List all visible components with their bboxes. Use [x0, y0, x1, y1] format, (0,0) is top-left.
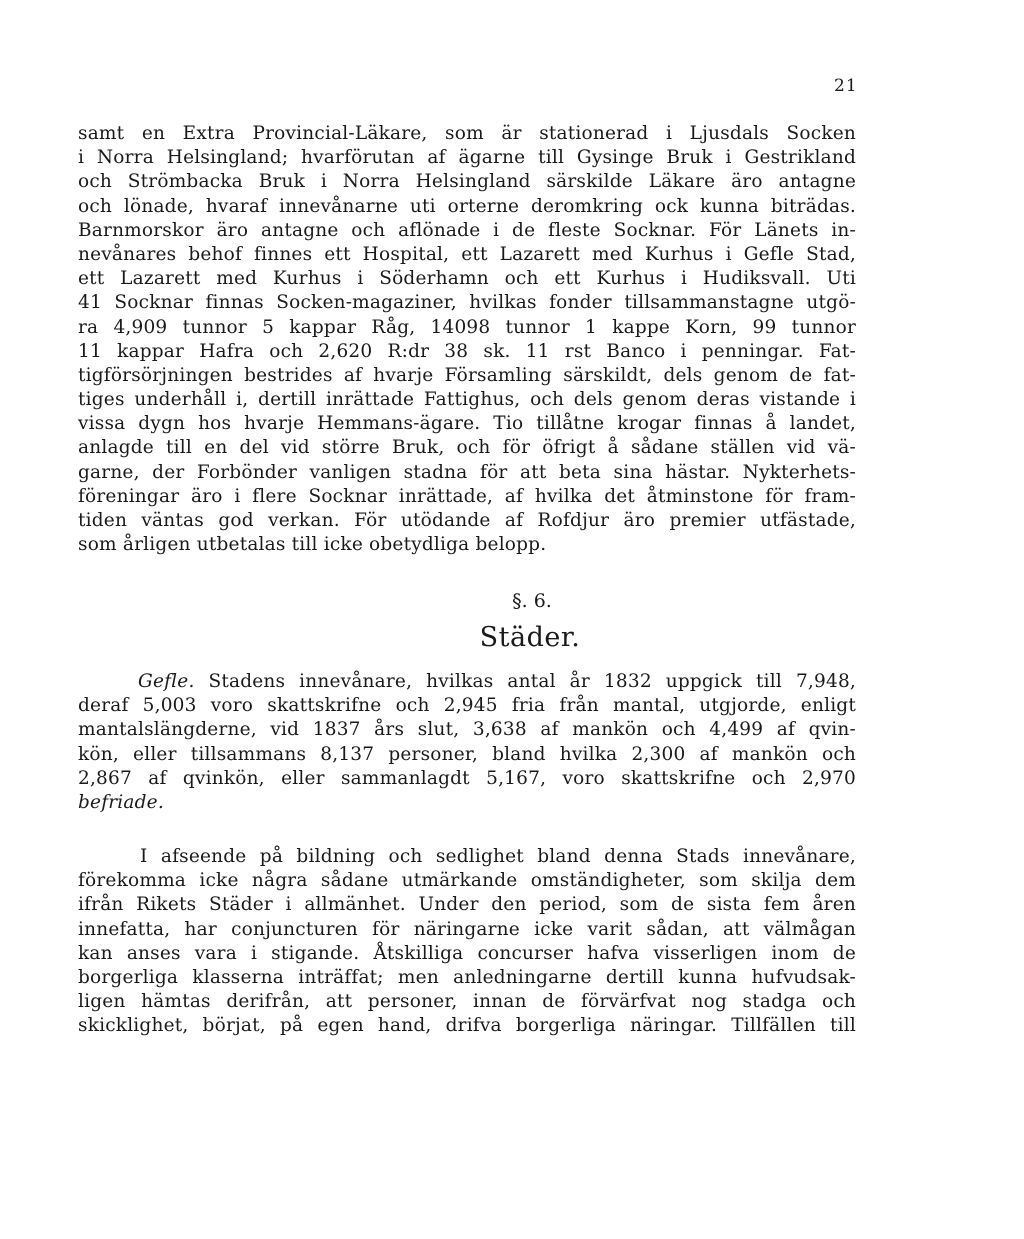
text-line: tiges underhåll i, dertill inrättade Fattighus, och dels genom deras vistande i — [78, 389, 856, 411]
text-line: nevånares behof finnes ett Hospital, ett Lazarett med Kurhus i Gefle Stad, — [78, 243, 856, 265]
text-line — [78, 670, 856, 694]
text-line: kön, eller tillsammans 8,137 personer, bland hvilka 2,300 af mankön och — [78, 743, 856, 765]
text-line: ett Lazarett med Kurhus i Söderhamn och ett Kurhus i Hudiksvall. Uti — [78, 268, 856, 290]
text-line: anlagde till en del vid större Bruk, och för öfrigt å sådane ställen vid vä- — [78, 437, 856, 459]
place-name: Gefle. — [138, 671, 195, 692]
text-line: I afseende på bildning och sedlighet bland denna Stads innevånare, — [140, 846, 856, 867]
text-line: garne, der Forbönder vanligen stadna för att beta sina hästar. Nykterhets- — [78, 461, 856, 483]
page-number: 21 — [834, 76, 858, 96]
text-line: ligen hämtas derifrån, att personer, innan de förvärfvat nog stadga och — [78, 991, 856, 1013]
text-line: förekomma icke några sådane utmärkande omständigheter, som skilja dem — [78, 870, 856, 892]
text-line: ifrån Rikets Städer i allmänhet. Under den period, som de sista fem åren — [78, 894, 856, 916]
text-fragment: Stadens innevånare, hvilkas antal år 1832 uppgick till 7,948, — [194, 671, 856, 692]
text-line: samt en Extra Provincial-Läkare, som är stationerad i Ljusdals Socken — [78, 123, 856, 144]
text-fragment: befriade. — [78, 791, 164, 813]
text-line: Barnmorskor äro antagne och aflönade i de fleste Socknar. För Länets in- — [78, 219, 856, 241]
paragraph-education-morality — [78, 845, 856, 1039]
text-line: föreningar äro i flere Socknar inrättade, af hvilka det åtminstone för fram- — [78, 485, 856, 507]
text-line: kan anses vara i stigande. Åtskilliga concurser hafva visserligen inom de — [78, 942, 856, 964]
text-line: tiden väntas god verkan. För utödande af Rofdjur äro premier utfästade, — [78, 510, 856, 531]
text-line: ra 4,909 tunnor 5 kappar Råg, 14098 tunnor 1 kappe Korn, 99 tunnor — [78, 316, 856, 338]
text-line: skicklighet, börjat, på egen hand, drifva borgerliga näringar. Tillfällen till — [78, 1015, 856, 1037]
text-line: i Norra Helsingland; hvarförutan af ägarne till Gysinge Bruk i Gestrikland — [78, 147, 856, 169]
text-line: deraf 5,003 voro skattskrifne och 2,945 fria från mantal, utgjorde, enligt — [78, 695, 856, 717]
text-line: mantalslängderne, vid 1837 års slut, 3,638 af mankön och 4,499 af qvin- — [78, 719, 856, 741]
text-line: 41 Socknar finnas Socken-magaziner, hvilkas fonder tillsammanstagne utgö- — [78, 292, 856, 314]
text-line — [78, 791, 856, 815]
text-line: tigförsörjningen bestrides af hvarje Församling särskildt, dels genom de fat- — [78, 364, 856, 386]
text-line: vissa dygn hos hvarje Hemmans-ägare. Tio tillåtne krogar finnas å landet, — [78, 413, 856, 435]
text-line: och lönade, hvaraf innevånarne uti orterne deromkring ock kunna biträdas. — [78, 195, 856, 217]
text-line: och Strömbacka Bruk i Norra Helsingland särskilde Läkare äro antagne — [78, 171, 856, 193]
text-line: som årligen utbetalas till icke obetydliga belopp. — [78, 534, 547, 556]
text-line: 2,867 af qvinkön, eller sammanlagdt 5,167, voro skattskrifne och 2,970 — [78, 767, 856, 789]
section-number: §. 6. — [512, 590, 552, 612]
text-line: borgerliga klasserna inträffat; men anledningarne dertill kunna hufvudsak- — [78, 966, 856, 988]
paragraph-gefle-population — [78, 670, 856, 815]
text-line: 11 kappar Hafra och 2,620 R:dr 38 sk. 11 rst Banco i penningar. Fat- — [78, 340, 856, 362]
text-line: innefatta, har conjuncturen för näringarne icke varit sådan, att välmågan — [78, 918, 856, 940]
section-title: Städer. — [479, 622, 581, 653]
paragraph-medical-care — [78, 122, 856, 557]
